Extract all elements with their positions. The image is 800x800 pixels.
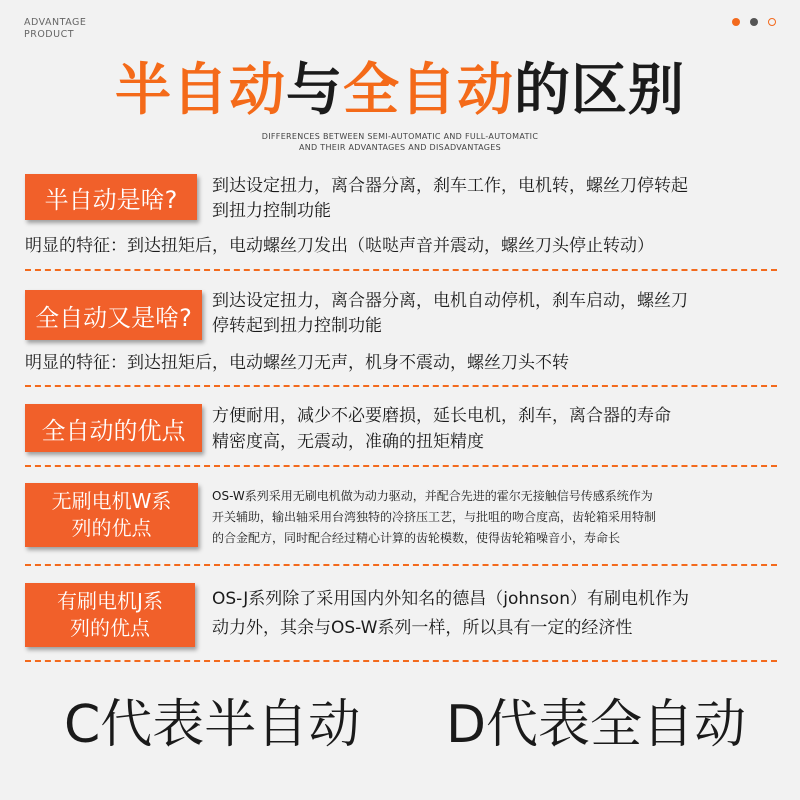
section-description	[212, 585, 689, 643]
semi-auto-code-text: C代表半自动	[64, 695, 361, 755]
section-description	[212, 486, 656, 549]
description-line: 开关辅助，输出轴采用台湾独特的冷挤压工艺，与批咀的吻合度高，齿轮箱采用特制	[212, 510, 657, 524]
feature-text: 明显的特征：到达扭矩后，电动螺丝刀发出（哒哒声音并震动，螺丝刀头停止转动）	[25, 236, 654, 256]
badge-line: 无刷电机W系	[51, 489, 172, 513]
description-line: 到达设定扭力，离合器分离，电机自动停机，刹车启动，螺丝刀	[212, 291, 688, 311]
corner-label-line2: PRODUCT	[24, 29, 75, 40]
badge-full-auto: 全自动又是啥?	[25, 290, 202, 340]
title-part-semi-auto: 半自动	[115, 58, 286, 123]
description-line: OS-J系列除了采用国内外知名的德昌（johnson）有刷电机作为	[212, 589, 689, 609]
section-description	[212, 174, 688, 224]
decorative-dots	[732, 18, 776, 26]
badge-brushless-w	[25, 483, 198, 547]
full-auto-code-text: D代表全自动	[446, 695, 747, 755]
corner-label-line1: ADVANTAGE	[24, 17, 87, 28]
subtitle-line1: DIFFERENCES BETWEEN SEMI-AUTOMATIC AND FULL-AUTOMATIC	[261, 132, 539, 141]
description-line: 精密度高，无震动，准确的扭矩精度	[212, 432, 484, 452]
badge-line: 列的优点	[70, 616, 150, 640]
title-part-and: 与	[286, 58, 343, 123]
title-part-full-auto: 全自动	[343, 58, 514, 123]
badge-line: 列的优点	[71, 516, 152, 540]
description-line: 到扭力控制功能	[212, 201, 331, 221]
dashed-divider	[25, 385, 777, 387]
description-line: 到达设定扭力，离合器分离，刹车工作，电机转，螺丝刀停转起	[212, 176, 688, 196]
dashed-divider	[25, 564, 777, 566]
subtitle-line2: AND THEIR ADVANTAGES AND DISADVANTAGES	[298, 143, 502, 152]
badge-line: 有刷电机J系	[57, 589, 163, 613]
title-part-difference: 的区别	[514, 58, 685, 123]
section-description	[212, 403, 671, 455]
page-subtitle	[0, 131, 800, 153]
feature-text: 明显的特征：到达扭矩后，电动螺丝刀无声，机身不震动，螺丝刀头不转	[25, 353, 569, 373]
description-line: 方便耐用，减少不必要磨损，延长电机，刹车，离合器的寿命	[212, 406, 671, 426]
section-semi-auto	[25, 170, 777, 270]
dashed-divider	[25, 465, 777, 467]
page-title	[0, 58, 800, 124]
description-line: 动力外，其余与OS-W系列一样，所以具有一定的经济性	[212, 618, 633, 638]
badge-full-auto-advantages: 全自动的优点	[25, 404, 202, 452]
corner-label	[24, 17, 86, 41]
badge-semi-auto: 半自动是啥?	[25, 174, 197, 220]
section-brushless-w	[25, 483, 777, 565]
description-line: 的合金配方，同时配合经过精心计算的齿轮模数，使得齿轮箱噪音小，寿命长	[212, 531, 621, 545]
dashed-divider	[25, 269, 777, 271]
description-line: OS-W系列采用无刷电机做为动力驱动，并配合先进的霍尔无接触信号传感系统作为	[212, 489, 653, 503]
grey-dot-icon	[750, 18, 758, 26]
badge-brushed-j	[25, 583, 195, 647]
section-brushed-j	[25, 583, 777, 663]
description-line: 停转起到扭力控制功能	[212, 316, 382, 336]
ring-dot-icon	[768, 18, 776, 26]
section-full-auto	[25, 286, 777, 386]
dashed-divider	[25, 660, 777, 662]
section-full-auto-advantages	[25, 402, 777, 466]
section-description	[212, 289, 688, 339]
orange-dot-icon	[732, 18, 740, 26]
